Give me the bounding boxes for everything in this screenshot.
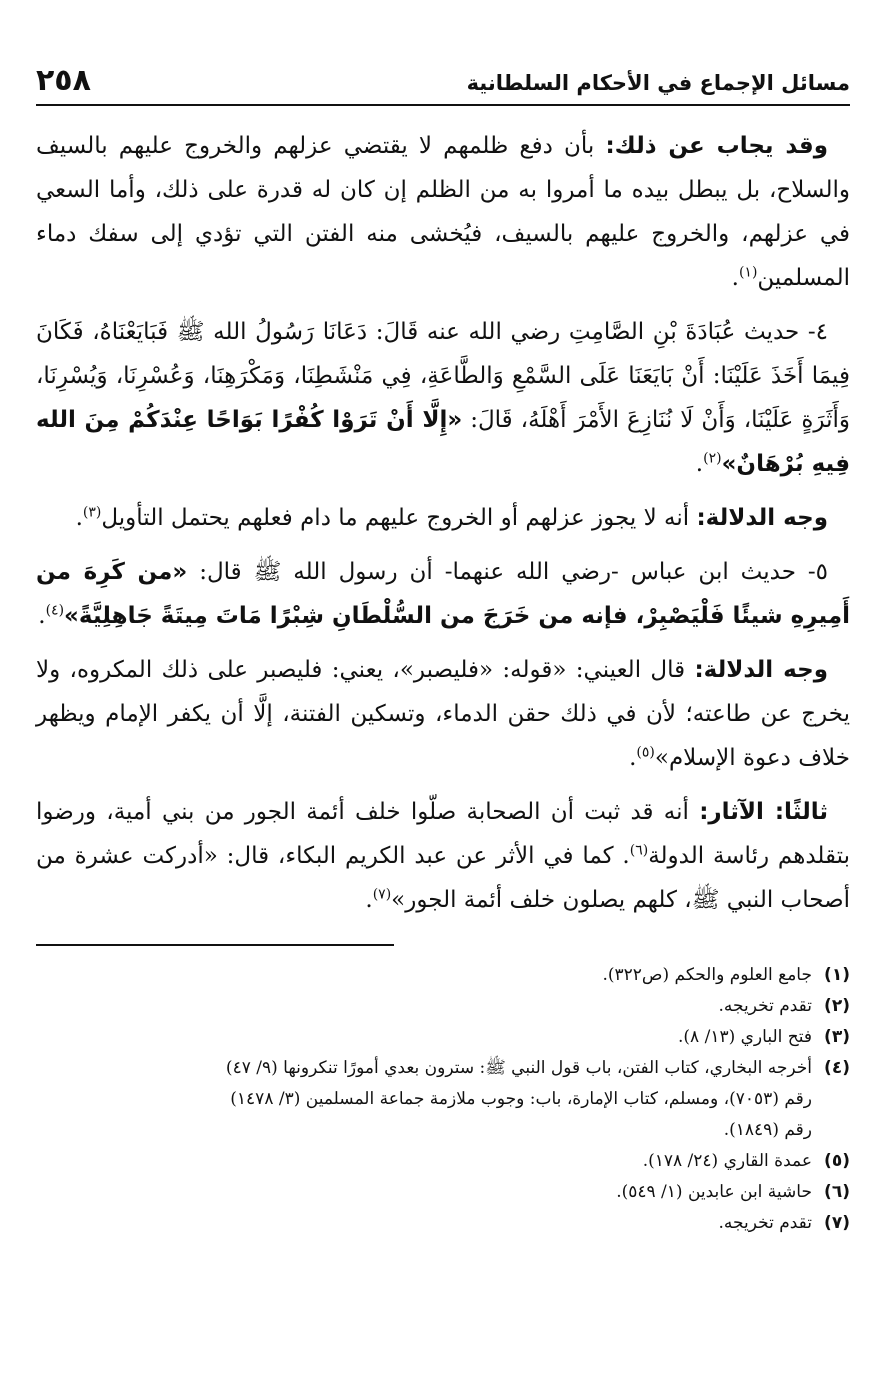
paragraph-tail: . bbox=[629, 745, 637, 771]
paragraph-tail: . كما في الأثر عن عبد الكريم البكاء، قال: «أدركت عشرة من أصحاب النبي ﷺ، كلهم يصلون خلف أئمة الجور» bbox=[36, 843, 850, 913]
footnote-line: أخرجه البخاري، كتاب الفتن، باب قول النبي ﷺ: سترون بعدي أمورًا تنكرونها (٩/ ٤٧) bbox=[225, 1058, 812, 1078]
footnote-number: (١) bbox=[824, 965, 850, 985]
paragraph-lead: وجه الدلالة: bbox=[694, 657, 828, 683]
footnote-number: (٥) bbox=[824, 1151, 850, 1171]
paragraph-text: أنه لا يجوز عزلهم أو الخروج عليهم ما دام فعلهم يحتمل التأويل bbox=[101, 505, 697, 531]
footnote-ref[interactable]: (٤) bbox=[45, 602, 65, 619]
page-number: ٢٥٨ bbox=[36, 63, 91, 98]
paragraph-tail: . bbox=[731, 265, 739, 291]
footnotes bbox=[36, 960, 850, 1239]
hadith-quote: «من كَرِهَ من أَمِيرِهِ شيئًا فَلْيَصْبِرْ، فإنه من خَرَجَ من السُّلْطَانِ شِبْرًا مَاتَ مِيتَةً جَاهِلِيَّةً» bbox=[36, 559, 850, 629]
paragraph-hadith-ibn-abbas bbox=[36, 550, 850, 648]
footnote-text bbox=[36, 991, 812, 1022]
paragraph-reply bbox=[36, 124, 850, 310]
footnote-ref[interactable]: (٦) bbox=[629, 842, 649, 859]
footnote-number: (٤) bbox=[824, 1058, 850, 1078]
footnote-item bbox=[36, 960, 850, 991]
footnote-line: حاشية ابن عابدين (١/ ٥٤٩). bbox=[616, 1182, 812, 1202]
paragraph-lead: وقد يجاب عن ذلك: bbox=[605, 133, 829, 159]
footnote-line: رقم (٧٠٥٣)، ومسلم، كتاب الإمارة، باب: وجوب ملازمة جماعة المسلمين (٣/ ١٤٧٨) bbox=[230, 1089, 812, 1109]
paragraph-lead: وجه الدلالة: bbox=[696, 505, 828, 531]
footnote-line: تقدم تخريجه. bbox=[718, 1213, 812, 1233]
footnote-text bbox=[36, 1208, 812, 1239]
paragraph-text: ٤- حديث عُبَادَةَ بْنِ الصَّامِتِ رضي الله عنه قَالَ: دَعَانَا رَسُولُ الله ﷺ فَبَايَعْنَاهُ، فَكَانَ فِيمَا أَخَذَ عَلَيْنَا: أَنْ بَايَعَنَا عَلَى السَّمْعِ وَالطَّاعَةِ، فِي مَنْشَطِنَا، وَمَكْرَهِنَا، وَعُسْرِنَا، وَيُسْرِنَا، وَأَثَرَةٍ عَلَيْنَا، وَأَنْ لَا نُنَازِعَ الأَمْرَ أَهْلَهُ، قَالَ: bbox=[36, 319, 850, 433]
footnote-item bbox=[36, 1177, 850, 1208]
paragraph-text: قال العيني: «قوله: «فليصبر»، يعني: فليصبر على ذلك المكروه، ولا يخرج عن طاعته؛ لأن في ذلك حقن الدماء، وتسكين الفتنة، إلَّا أن يكفر الإمام ويظهر خلاف دعوة الإسلام» bbox=[36, 657, 850, 771]
paragraph-tail: . bbox=[365, 887, 373, 913]
paragraph-text: بأن دفع ظلمهم لا يقتضي عزلهم والخروج عليهم بالسيف والسلاح، بل يبطل بيده ما أمروا به من الظلم إن كان له قدرة على ذلك، وأما السعي في عزلهم، والخروج عليهم بالسيف، فيُخشى منه الفتن التي تؤدي إلى سفك دماء المسلمين bbox=[36, 133, 850, 291]
main-text bbox=[36, 124, 850, 932]
footnote-item bbox=[36, 991, 850, 1022]
footnote-separator bbox=[36, 944, 394, 946]
footnote-text bbox=[36, 1022, 812, 1053]
footnote-ref[interactable]: (٥) bbox=[636, 744, 655, 761]
footnote-text bbox=[36, 1177, 812, 1208]
paragraph-tail: . bbox=[75, 505, 83, 531]
paragraph-text: ٥- حديث ابن عباس -رضي الله عنهما- أن رسول الله ﷺ قال: bbox=[187, 559, 829, 585]
footnote-ref[interactable]: (١) bbox=[738, 264, 758, 281]
footnote-separator-wrap bbox=[36, 932, 850, 960]
paragraph-lead: ثالثًا: الآثار: bbox=[699, 799, 828, 825]
footnote-ref[interactable]: (٣) bbox=[82, 504, 102, 521]
footnote-line: عمدة القاري (٢٤/ ١٧٨). bbox=[642, 1151, 812, 1171]
footnote-item bbox=[36, 1053, 850, 1146]
footnote-line: تقدم تخريجه. bbox=[718, 996, 812, 1016]
paragraph-evidence-2 bbox=[36, 648, 850, 790]
footnote-text bbox=[36, 1053, 812, 1146]
paragraph-text: أنه قد ثبت أن الصحابة صلّوا خلف أئمة الجور من بني أمية، ورضوا بتقلدهم رئاسة الدولة bbox=[36, 799, 850, 869]
page-header bbox=[36, 52, 850, 106]
footnote-item bbox=[36, 1146, 850, 1177]
footnote-ref[interactable]: (٧) bbox=[372, 886, 392, 903]
footnote-number: (٣) bbox=[824, 1027, 850, 1047]
footnote-ref[interactable]: (٢) bbox=[703, 450, 722, 467]
footnote-item bbox=[36, 1022, 850, 1053]
footnote-line: فتح الباري (١٣/ ٨). bbox=[678, 1027, 812, 1047]
hadith-quote: «إِلَّا أَنْ تَرَوْا كُفْرًا بَوَاحًا عِنْدَكُمْ مِنَ الله فِيهِ بُرْهَانٌ» bbox=[36, 407, 850, 477]
paragraph-hadith-ubada bbox=[36, 310, 850, 496]
running-title: مسائل الإجماع في الأحكام السلطانية bbox=[466, 71, 850, 95]
paragraph-athar bbox=[36, 790, 850, 932]
footnote-text bbox=[36, 1146, 812, 1177]
footnote-number: (٧) bbox=[824, 1213, 850, 1233]
paragraph-tail: . bbox=[695, 451, 704, 477]
footnote-line: رقم (١٨٤٩). bbox=[723, 1120, 812, 1140]
paragraph-evidence-1 bbox=[36, 496, 850, 550]
book-page bbox=[36, 52, 850, 1239]
footnote-number: (٢) bbox=[824, 996, 850, 1016]
footnote-text bbox=[36, 960, 812, 991]
footnote-item bbox=[36, 1208, 850, 1239]
footnote-number: (٦) bbox=[824, 1182, 850, 1202]
footnote-line: جامع العلوم والحكم (ص٣٢٢). bbox=[602, 965, 812, 985]
paragraph-tail: . bbox=[38, 603, 46, 629]
